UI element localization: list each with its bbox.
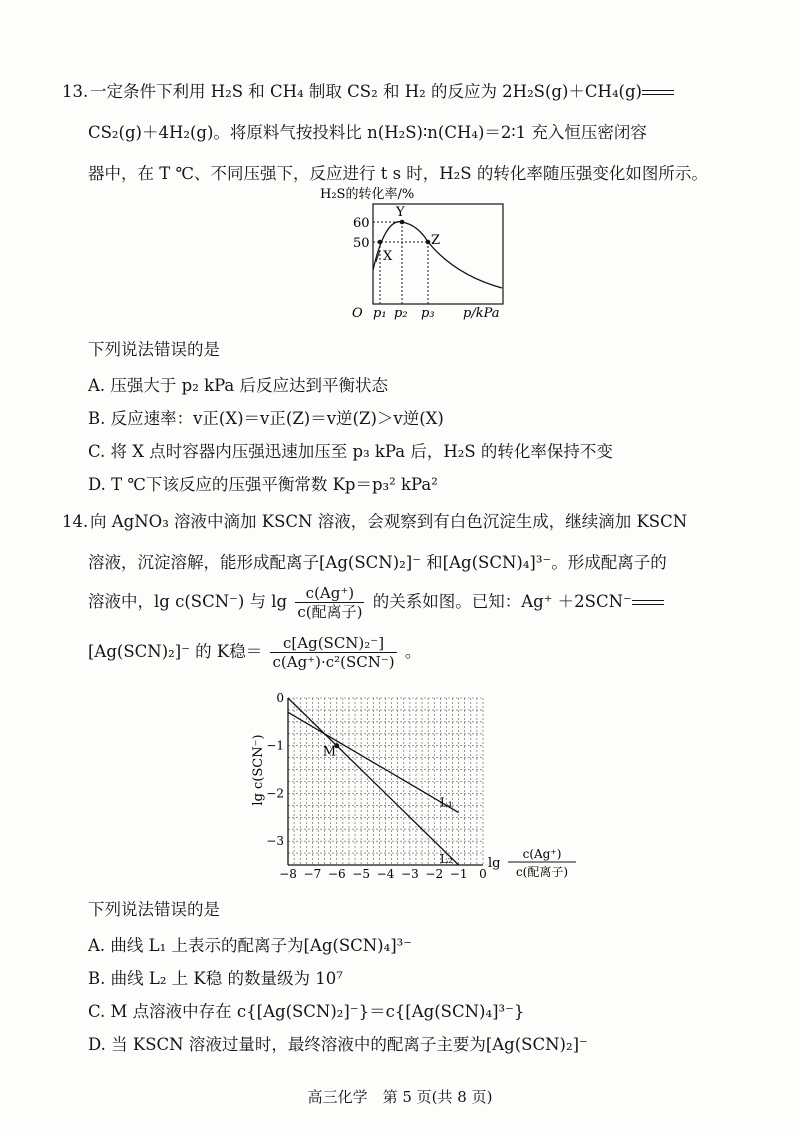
svg-text:Z: Z xyxy=(431,233,441,248)
series-label-2: L₂ xyxy=(439,852,453,866)
q14-prompt: 下列说法错误的是 xyxy=(88,900,220,919)
x-tick-label: −1 xyxy=(449,867,468,881)
q14-number: 14. xyxy=(62,512,89,531)
y-tick-label: −3 xyxy=(266,834,284,849)
q14-option-c: C. M 点溶液中存在 c{[Ag(SCN)₂]⁻}＝c{[Ag(SCN)₄]³⁻} xyxy=(88,1002,525,1021)
svg-text:60: 60 xyxy=(353,216,370,231)
y-tick-label: −2 xyxy=(266,786,284,801)
svg-text:50: 50 xyxy=(353,236,370,251)
point-y xyxy=(400,220,405,225)
q13-prompt: 下列说法错误的是 xyxy=(88,340,220,359)
series-label-1: L₁ xyxy=(439,795,453,810)
q13-line2: CS₂(g)＋4H₂(g)。将原料气按投料比 n(H₂S)∶n(CH₄)＝2∶1 充入恒压密闭容 xyxy=(88,123,647,142)
q14-line4: [Ag(SCN)₂]⁻ 的 K稳＝ $\frac{\text{c[Ag(SCN)₂⁻]}}{\text{c(Ag⁺)·c²(SCN⁻)}}$ 。 xyxy=(88,634,422,671)
q13-option-b: B. 反应速率：v正(X)＝v正(Z)＝v逆(Z)＞v逆(X) xyxy=(88,409,444,428)
conversion-graph xyxy=(320,180,530,321)
svg-text:p₁: p₁ xyxy=(373,306,387,321)
q14-option-a: A. 曲线 L₁ 上表示的配离子为[Ag(SCN)₄]³⁻ xyxy=(88,936,412,955)
point-z xyxy=(426,240,431,245)
q13-option-c: C. 将 X 点时容器内压强迅速加压至 p₃ kPa 后，H₂S 的转化率保持不变 xyxy=(88,442,613,461)
q13-option-a: A. 压强大于 p₂ kPa 后反应达到平衡状态 xyxy=(88,376,389,395)
q14-line3: 溶液中，lg c(SCN⁻) 与 lg $\frac{c(Ag^+)}{\text{c(配离子)}}$ 的关系如图。已知：Ag⁺ ＋2SCN⁻ xyxy=(88,584,664,621)
equilibrium-arrow-icon xyxy=(632,598,664,608)
point-x xyxy=(378,240,383,245)
chart-xlabel-num: c(Ag⁺) xyxy=(522,847,562,861)
svg-text:X: X xyxy=(383,249,393,264)
x-tick-label: 0 xyxy=(479,867,487,881)
equilibrium-arrow-icon xyxy=(642,88,674,98)
svg-text:p₂: p₂ xyxy=(394,306,408,321)
svg-text:Y: Y xyxy=(396,205,405,220)
x-tick-label: −5 xyxy=(352,867,370,881)
q13-number: 13. xyxy=(62,82,89,101)
chart-xlabel-den: c(配离子) xyxy=(515,865,569,879)
chart-grid xyxy=(288,698,483,865)
x-tick-label: −2 xyxy=(425,867,444,881)
x-tick-label: −8 xyxy=(279,867,297,881)
q13-line3: 器中，在 T ℃、不同压强下，反应进行 t s 时，H₂S 的转化率随压强变化如图所示。 xyxy=(88,164,708,183)
svg-text:p₃: p₃ xyxy=(421,306,435,321)
q14-option-b: B. 曲线 L₂ 上 K稳 的数量级为 10⁷ xyxy=(88,969,343,988)
svg-text:p/kPa: p/kPa xyxy=(463,306,500,321)
y-tick-label: −1 xyxy=(266,738,284,753)
graph-frame xyxy=(373,204,503,304)
conversion-curve xyxy=(373,222,502,288)
ratio-fraction: $\frac{c(Ag^+)}{\text{c(配离子)}}$ xyxy=(297,584,363,621)
q13-line1: 一定条件下利用 H₂S 和 CH₄ 制取 CS₂ 和 H₂ 的反应为 2H₂S(g)＋CH₄(g) xyxy=(90,82,674,102)
x-tick-label: −4 xyxy=(376,867,395,881)
y-tick-label: 0 xyxy=(276,691,284,705)
q14-line1: 向 AgNO₃ 溶液中滴加 KSCN 溶液，会观察到有白色沉淀生成，继续滴加 KSCN xyxy=(90,512,688,531)
chart-ylabel: lg c(SCN⁻) xyxy=(251,734,266,806)
chart-xlabel-prefix: lg xyxy=(488,856,501,871)
x-tick-label: −3 xyxy=(401,867,419,881)
lg-chart xyxy=(240,690,600,890)
q14-line2: 溶液，沉淀溶解，能形成配离子[Ag(SCN)₂]⁻ 和[Ag(SCN)₄]³⁻。形成配离子的 xyxy=(88,553,667,572)
x-tick-label: −6 xyxy=(327,867,346,881)
graph-title: H₂S的转化率/% xyxy=(320,187,415,202)
page-footer: 高三化学 第 5 页(共 8 页) xyxy=(307,1088,493,1106)
x-tick-label: −7 xyxy=(303,867,322,881)
q13-option-d: D. T ℃下该反应的压强平衡常数 Kp＝p₃² kPa² xyxy=(88,475,438,494)
svg-text:O: O xyxy=(352,306,363,321)
q14-option-d: D. 当 KSCN 溶液过量时，最终溶液中的配离子主要为[Ag(SCN)₂]⁻ xyxy=(88,1035,588,1054)
annotation-label: M xyxy=(322,744,337,760)
k-fraction: $\frac{\text{c[Ag(SCN)₂⁻]}}{\text{c(Ag⁺)·c²(SCN⁻)}}$ xyxy=(272,634,395,671)
